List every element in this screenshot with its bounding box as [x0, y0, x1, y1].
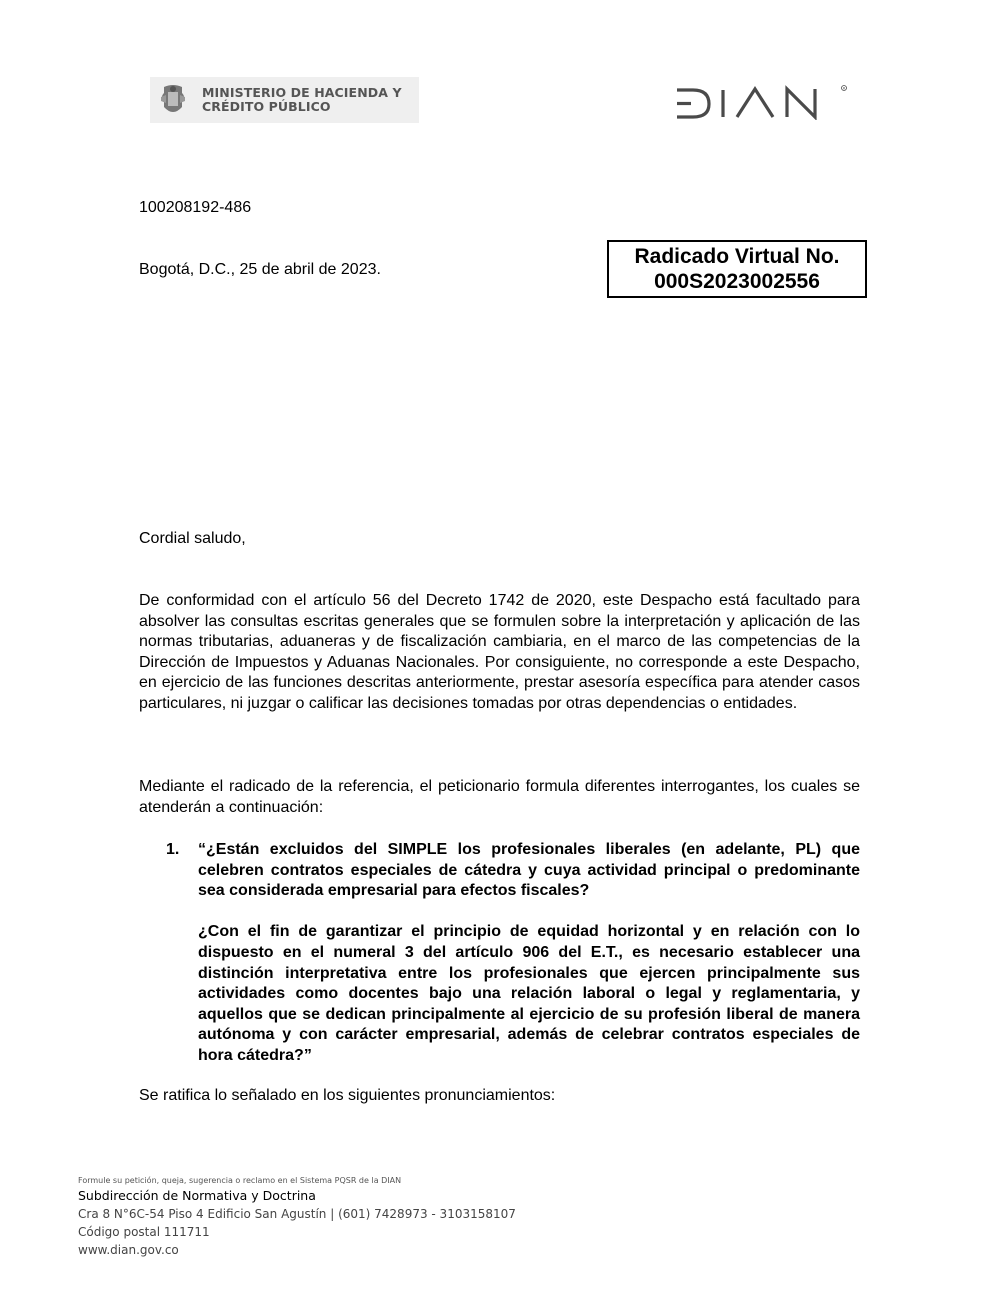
footer-address: Cra 8 N°6C-54 Piso 4 Edificio San Agustín | (601) 7428973 - 3103158107 — [78, 1207, 516, 1221]
ministry-logo — [150, 77, 419, 123]
greeting: Cordial saludo, — [139, 530, 246, 547]
radicado-number: 000S2023002556 — [654, 270, 820, 293]
footer-pqsr-note: Formule su petición, queja, sugerencia o reclamo en el Sistema PQSR de la DIAN — [78, 1176, 402, 1185]
radicado-label: Radicado Virtual No. — [634, 245, 840, 268]
document-number: 100208192-486 — [139, 199, 252, 216]
paragraph-competence: De conformidad con el artículo 56 del Decreto 1742 de 2020, este Despacho está facultado para absolver las consultas escritas generales que se formulen sobre la interpretación y aplicación de las normas tributarias, aduaneras y de fiscalización cambiaria, en el marco de las competencias de la Dirección de Impuestos y Aduanas Nacionales. Por consiguiente, no corresponde a este Despacho, en ejercicio de las funciones descritas anteriormente, prestar asesoría específica para atender casos particulares, ni juzgar o calificar las decisiones tomadas por otras dependencias o entidades. — [139, 592, 860, 712]
coat-of-arms-icon — [158, 83, 188, 117]
footer-office: Subdirección de Normativa y Doctrina — [78, 1188, 316, 1203]
footer-website-link[interactable]: www.dian.gov.co — [78, 1243, 179, 1257]
dian-logo — [675, 84, 850, 120]
question-number: 1. — [166, 841, 180, 858]
ministry-name-line1: MINISTERIO DE HACIENDA Y — [202, 85, 402, 100]
question-part2: ¿Con el fin de garantizar el principio de equidad horizontal y en relación con lo dispuesto en el numeral 3 del artículo 906 del E.T., es necesario establecer una distinción interpretativa entre los profesionales que ejercen principalmente sus actividades como docentes bajo una relación laboral o legal y reglamentaria, y aquellos que se dedican principalmente al ejercicio de su profesión liberal de manera autónoma y con carácter empresarial, además de celebrar contratos especiales de hora cátedra?” — [198, 923, 860, 1064]
radicado-box — [607, 240, 867, 298]
svg-text:R: R — [842, 86, 846, 91]
date-line: Bogotá, D.C., 25 de abril de 2023. — [139, 261, 381, 278]
ratifica-line: Se ratifica lo señalado en los siguientes pronunciamientos: — [139, 1087, 556, 1104]
ministry-name-line2: CRÉDITO PÚBLICO — [202, 99, 331, 114]
question-part1: “¿Están excluidos del SIMPLE los profesionales liberales (en adelante, PL) que celebren contratos especiales de cátedra y cuya actividad principal o predominante sea considerada empresarial para efectos fiscales? — [198, 841, 860, 900]
paragraph-intro: Mediante el radicado de la referencia, el peticionario formula diferentes interrogantes, los cuales se atenderán a continuación: — [139, 778, 860, 816]
footer — [78, 1175, 516, 1259]
question-text — [198, 840, 860, 1067]
footer-postal-code: Código postal 111711 — [78, 1225, 210, 1239]
